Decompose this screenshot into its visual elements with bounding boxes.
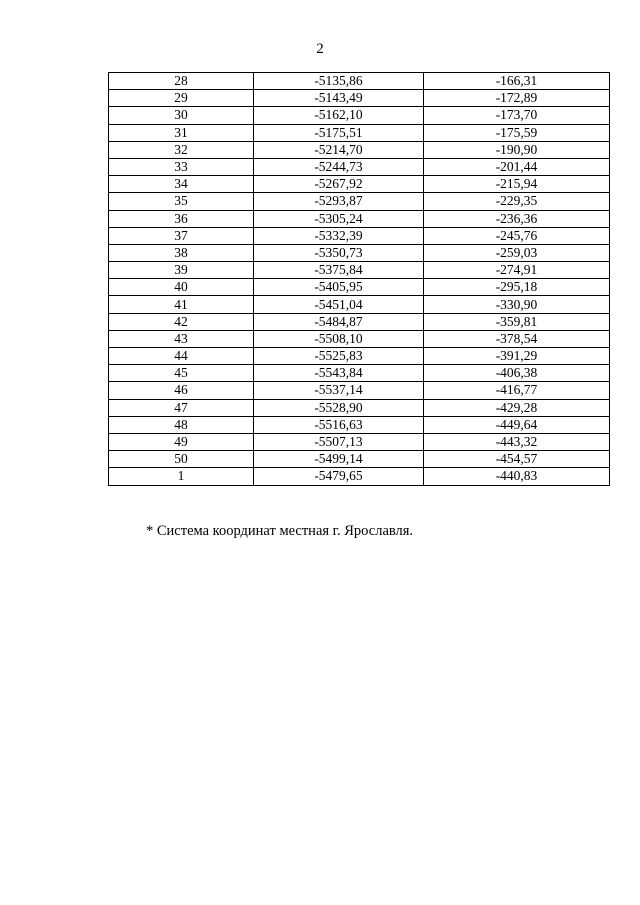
y-coordinate-cell: -166,31 (424, 73, 610, 90)
table-row (109, 313, 610, 330)
table-row (109, 296, 610, 313)
x-coordinate-cell: -5451,04 (254, 296, 424, 313)
table-row (109, 107, 610, 124)
x-coordinate-cell: -5332,39 (254, 227, 424, 244)
table-row (109, 193, 610, 210)
coordinate-system-footnote: * Система координат местная г. Ярославля. (146, 523, 414, 539)
coordinates-table-body (109, 73, 610, 486)
table-row (109, 330, 610, 347)
x-coordinate-cell: -5516,63 (254, 416, 424, 433)
table-row (109, 262, 610, 279)
table-row (109, 468, 610, 485)
y-coordinate-cell: -429,28 (424, 399, 610, 416)
y-coordinate-cell: -440,83 (424, 468, 610, 485)
x-coordinate-cell: -5214,70 (254, 141, 424, 158)
table-row (109, 141, 610, 158)
x-coordinate-cell: -5499,14 (254, 451, 424, 468)
point-number-cell: 29 (109, 90, 254, 107)
x-coordinate-cell: -5525,83 (254, 348, 424, 365)
point-number-cell: 46 (109, 382, 254, 399)
point-number-cell: 49 (109, 433, 254, 450)
point-number-cell: 39 (109, 262, 254, 279)
x-coordinate-cell: -5244,73 (254, 158, 424, 175)
y-coordinate-cell: -330,90 (424, 296, 610, 313)
table-row (109, 176, 610, 193)
point-number-cell: 50 (109, 451, 254, 468)
point-number-cell: 30 (109, 107, 254, 124)
point-number-cell: 43 (109, 330, 254, 347)
y-coordinate-cell: -449,64 (424, 416, 610, 433)
x-coordinate-cell: -5175,51 (254, 124, 424, 141)
table-row (109, 90, 610, 107)
point-number-cell: 42 (109, 313, 254, 330)
table-row (109, 210, 610, 227)
y-coordinate-cell: -406,38 (424, 365, 610, 382)
x-coordinate-cell: -5305,24 (254, 210, 424, 227)
x-coordinate-cell: -5507,13 (254, 433, 424, 450)
point-number-cell: 45 (109, 365, 254, 382)
page-number: 2 (316, 41, 324, 57)
y-coordinate-cell: -173,70 (424, 107, 610, 124)
y-coordinate-cell: -259,03 (424, 244, 610, 261)
y-coordinate-cell: -454,57 (424, 451, 610, 468)
y-coordinate-cell: -175,59 (424, 124, 610, 141)
point-number-cell: 34 (109, 176, 254, 193)
table-row (109, 158, 610, 175)
point-number-cell: 48 (109, 416, 254, 433)
point-number-cell: 44 (109, 348, 254, 365)
table-row (109, 244, 610, 261)
y-coordinate-cell: -359,81 (424, 313, 610, 330)
x-coordinate-cell: -5543,84 (254, 365, 424, 382)
x-coordinate-cell: -5537,14 (254, 382, 424, 399)
table-row (109, 416, 610, 433)
point-number-cell: 33 (109, 158, 254, 175)
point-number-cell: 28 (109, 73, 254, 90)
x-coordinate-cell: -5143,49 (254, 90, 424, 107)
x-coordinate-cell: -5135,86 (254, 73, 424, 90)
x-coordinate-cell: -5267,92 (254, 176, 424, 193)
y-coordinate-cell: -416,77 (424, 382, 610, 399)
point-number-cell: 32 (109, 141, 254, 158)
table-row (109, 73, 610, 90)
table-row (109, 451, 610, 468)
y-coordinate-cell: -172,89 (424, 90, 610, 107)
y-coordinate-cell: -443,32 (424, 433, 610, 450)
table-row (109, 399, 610, 416)
point-number-cell: 40 (109, 279, 254, 296)
y-coordinate-cell: -245,76 (424, 227, 610, 244)
y-coordinate-cell: -378,54 (424, 330, 610, 347)
point-number-cell: 31 (109, 124, 254, 141)
point-number-cell: 37 (109, 227, 254, 244)
table-row (109, 348, 610, 365)
table-row (109, 365, 610, 382)
table-row (109, 279, 610, 296)
point-number-cell: 47 (109, 399, 254, 416)
x-coordinate-cell: -5528,90 (254, 399, 424, 416)
y-coordinate-cell: -391,29 (424, 348, 610, 365)
x-coordinate-cell: -5479,65 (254, 468, 424, 485)
y-coordinate-cell: -274,91 (424, 262, 610, 279)
y-coordinate-cell: -201,44 (424, 158, 610, 175)
y-coordinate-cell: -215,94 (424, 176, 610, 193)
point-number-cell: 1 (109, 468, 254, 485)
y-coordinate-cell: -190,90 (424, 141, 610, 158)
y-coordinate-cell: -236,36 (424, 210, 610, 227)
x-coordinate-cell: -5350,73 (254, 244, 424, 261)
x-coordinate-cell: -5508,10 (254, 330, 424, 347)
point-number-cell: 36 (109, 210, 254, 227)
point-number-cell: 35 (109, 193, 254, 210)
y-coordinate-cell: -229,35 (424, 193, 610, 210)
table-row (109, 124, 610, 141)
table-row (109, 227, 610, 244)
table-row (109, 382, 610, 399)
point-number-cell: 38 (109, 244, 254, 261)
x-coordinate-cell: -5293,87 (254, 193, 424, 210)
x-coordinate-cell: -5405,95 (254, 279, 424, 296)
point-number-cell: 41 (109, 296, 254, 313)
coordinates-table (108, 72, 610, 486)
x-coordinate-cell: -5484,87 (254, 313, 424, 330)
table-row (109, 433, 610, 450)
x-coordinate-cell: -5375,84 (254, 262, 424, 279)
y-coordinate-cell: -295,18 (424, 279, 610, 296)
x-coordinate-cell: -5162,10 (254, 107, 424, 124)
